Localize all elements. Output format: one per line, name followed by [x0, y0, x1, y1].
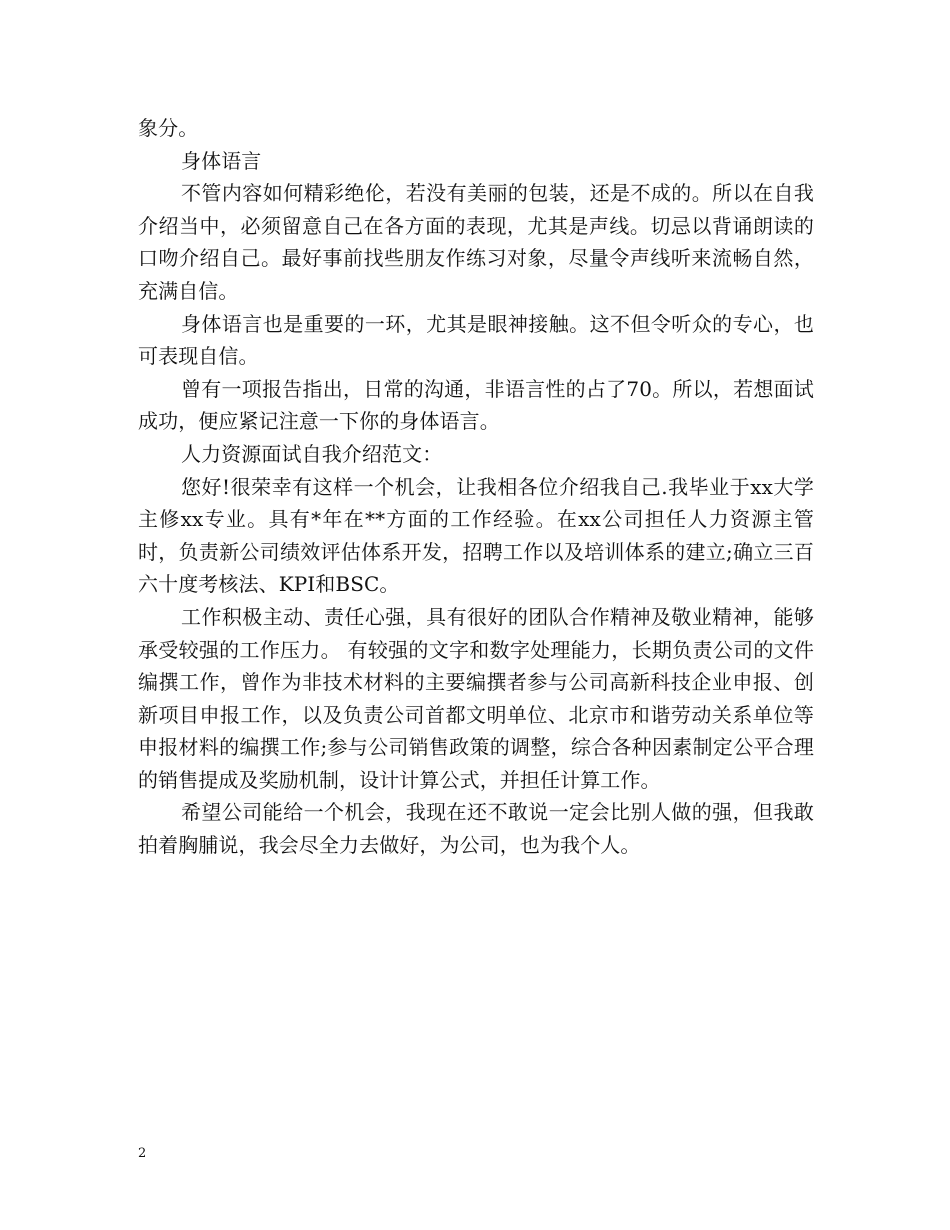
- paragraph-voice: 不管内容如何精彩绝伦，若没有美丽的包装，还是不成的。所以在自我介绍当中，必须留意自己在各方面的表现，尤其是声线。切忌以背诵朗读的口吻介绍自己。最好事前找些朋友作练习对象，尽量令声线听来流畅自然，充满自信。: [138, 181, 814, 303]
- document-body: [138, 112, 814, 862]
- paragraph-eye-contact: 身体语言也是重要的一环，尤其是眼神接触。这不但令听众的专心，也可表现自信。: [138, 311, 814, 369]
- paragraph-nonverbal: 曾有一项报告指出，日常的沟通，非语言性的占了70。所以，若想面试成功，便应紧记注意一下你的身体语言。: [138, 376, 814, 434]
- paragraph-continuation: 象分。: [138, 116, 199, 140]
- paragraph-intro: 您好!很荣幸有这样一个机会，让我相各位介绍我自己.我毕业于xx大学主修xx专业。具有*年在**方面的工作经验。在xx公司担任人力资源主管时，负责新公司绩效评估体系开发，招聘工作以及培训体系的建立;确立三百六十度考核法、KPI和BSC。: [138, 474, 814, 597]
- section-heading-body-language: 身体语言: [181, 148, 262, 173]
- paragraph-work-attitude: 工作积极主动、责任心强，具有很好的团队合作精神及敬业精神，能够承受较强的工作压力。 有较强的文字和数字处理能力，长期负责公司的文件编撰工作，曾作为非技术材料的主要编撰者参与公司高新科技企业申报、创新项目申报工作，以及负责公司首都文明单位、北京市和谐劳动关系单位等申报材料的编撰工作;参与公司销售政策的调整，综合各种因素制定公平合理的销售提成及奖励机制，设计计算公式，并担任计算工作。: [138, 604, 814, 792]
- section-heading-hr-sample: 人力资源面试自我介绍范文：: [181, 441, 443, 466]
- paragraph-closing: 希望公司能给一个机会，我现在还不敢说一定会比别人做的强，但我敢拍着胸脯说，我会尽全力去做好，为公司，也为我个人。: [138, 800, 814, 858]
- page-number: 2: [138, 1146, 147, 1161]
